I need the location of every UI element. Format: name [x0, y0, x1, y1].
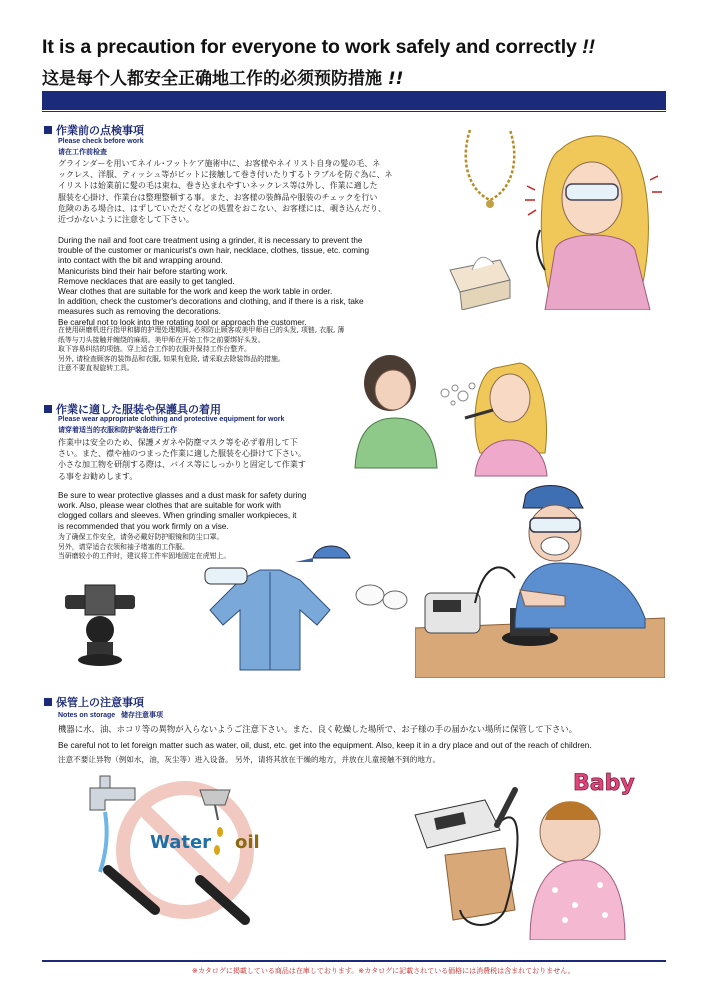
header-rule [42, 111, 666, 112]
section-body-jp: 作業中は安全のため、保護メガネや防塵マスク等を必ず着用して下 さい。また、襟や袖のつまった作業に適した服装を心掛けて下さい。 小さな加工物を研削する際は、バイス等にしっかりと固定して作業す る事をお勧めします。 [58, 438, 306, 481]
goggles-icon [205, 568, 247, 584]
title-cn-emphasis: !! [387, 69, 404, 89]
footer-note: ※カタログに掲載している商品は在庫しております。※カタログに記載されている価格には消費税は含まれておりません。 [192, 967, 575, 975]
dust-inhalation-illustration [345, 348, 555, 478]
woman-figure [537, 136, 650, 310]
section-sub-en: Please check before work [58, 138, 144, 145]
necklace-icon [466, 130, 515, 200]
baby-label: Baby [573, 771, 635, 796]
woman-coughing-figure [355, 355, 437, 468]
section-sub-en-cn [58, 710, 163, 720]
footer-rule [42, 960, 666, 962]
tissue-box-icon [450, 257, 510, 310]
section-body-cn: 在使用研磨机进行指甲和脚的护理处理期间, 必须防止顾客或美甲师自己的头发, 项链, 衣服, 薄 纸等与刀头接触并缠绕的麻烦。美甲师在开始工作之前要绑好头发。 取下容易纠结的项链。穿上适合工作的衣服并保持工作台整齐。 另外, 请检查顾客的装饰品和衣服, 如果有危险, 请采取去除装饰品的措施。 注意不要直视旋转工具。 [58, 326, 345, 373]
square-bullet-icon [44, 698, 52, 706]
dust-mask-icon [356, 585, 407, 609]
manicurist-figure [465, 363, 547, 476]
protected-worker-illustration [415, 478, 665, 678]
grinder-unit-icon [415, 800, 500, 848]
baby-warning-illustration [405, 760, 665, 940]
square-bullet-icon [44, 126, 52, 134]
work-jacket-icon [210, 570, 330, 670]
oil-can-icon [200, 790, 230, 820]
baby-figure [530, 801, 625, 940]
section-body-en: Be sure to wear protective glasses and a dust mask for safety during work. Also, please wear clothes that are suitable for work with clogged collars and sleeves. When grinding smaller workpieces, it is recommended that you work firmly on a vise. [58, 491, 307, 531]
page-title-english [42, 36, 595, 59]
section-heading-text: 作業に適した服装や保護具の着用 [56, 403, 221, 416]
section-heading-check [44, 122, 144, 138]
oil-label: oil [235, 832, 260, 853]
handpiece-icon [497, 790, 515, 825]
header-band [42, 91, 666, 110]
dust-cloud-icon [441, 383, 475, 405]
water-label: Water [150, 832, 212, 853]
section-body-en: During the nail and foot care treatment using a grinder, it is necessary to prevent the trouble of the customer or manicurist's own hair, necklace, clothes, tissue, etc. coming into contact with the bit and wrapping around. Manicurists bind their hair before starting work. Remove necklaces that are easily to get tangled. Wear clothes that are suitable for the work and keep the work table in order. In addition, check the customer's decorations and clothing, and if there is a risk, take measures such as removing the decorations. Be careful not to look into the rotating tool or approach the customer. [58, 236, 370, 327]
section-body-jp: 機器に水、油、ホコリ等の異物が入らないようご注意下さい。また、良く乾燥した場所で、お子様の手の届かない場所に保管して下さい。 [58, 724, 578, 734]
square-bullet-icon [44, 405, 52, 413]
section-body-cn: 注意不要让异物（例如水，油，灰尘等）进入设备。 另外，请将其放在干燥的地方，并放在儿童接触不到的地方。 [58, 755, 441, 764]
tangled-hair-illustration [440, 120, 666, 310]
necklace-pendant-icon [486, 200, 494, 208]
protective-gear-illustration [55, 540, 415, 680]
oil-drops-icon [214, 827, 223, 855]
section-heading-text: 保管上の注意事項 [56, 696, 144, 709]
cap-icon [295, 546, 350, 562]
section-heading-text: 作業前の点検事項 [56, 124, 144, 137]
section-sub-cn: 请穿着适当的衣服和防护装备进行工作 [58, 427, 177, 434]
no-water-oil-illustration [80, 770, 300, 940]
section-body-cn: 为了确保工作安全，请务必戴好防护眼镜和防尘口罩。 另外，请穿适合衣领和袖子堵塞的工作服。 当研磨较小的工件时，建议将工件牢固地固定在虎钳上。 [58, 533, 231, 561]
section-heading-clothing [44, 401, 221, 417]
water-stream-icon [100, 812, 107, 872]
faucet-icon [90, 776, 135, 810]
title-en-emphasis: !! [582, 36, 595, 58]
section-sub-en: Please wear appropriate clothing and protective equipment for work [58, 416, 285, 423]
title-cn-text: 这是每个人都安全正确地工作的必须预防措施 [42, 69, 382, 89]
page-title-chinese [42, 64, 403, 89]
handpiece-cord [475, 567, 515, 603]
section-body-en: Be careful not to let foreign matter such as water, oil, dust, etc. get into the equipment. Also, keep it in a dry place and out of the reach of children. [58, 740, 592, 750]
section-body-jp: グラインダーを用いてネイル･フットケア施術中に、お客様やネイリスト自身の髪の毛、ネ ックレス、洋服、ティッシュ等がビットに接触して巻き付いたりするトラブルを防ぐ為に、ネ イリストは始業前に髪の毛は束ね、巻き込まれやすいネックレス等は外し、作業に適した 服装を心掛け、作業台は整理整頓する事。また、お客様の装飾品や服装のチェックを行い 危険のある場合は、はずしていただくなどの処置をおこない、お客様には、覗き込んだり、 近づかないように注意をして下さい。 [58, 159, 393, 225]
title-en-text: It is a precaution for everyone to work safely and correctly [42, 36, 577, 58]
worker-figure [515, 486, 645, 629]
vise-icon [65, 585, 135, 666]
grinder-unit-icon [425, 593, 480, 633]
section-heading-storage [44, 694, 144, 710]
section-sub-cn: 储存注意事项 [121, 712, 164, 719]
section-sub-cn: 请在工作前检查 [58, 149, 107, 156]
section-sub-en: Notes on storage [58, 712, 116, 719]
